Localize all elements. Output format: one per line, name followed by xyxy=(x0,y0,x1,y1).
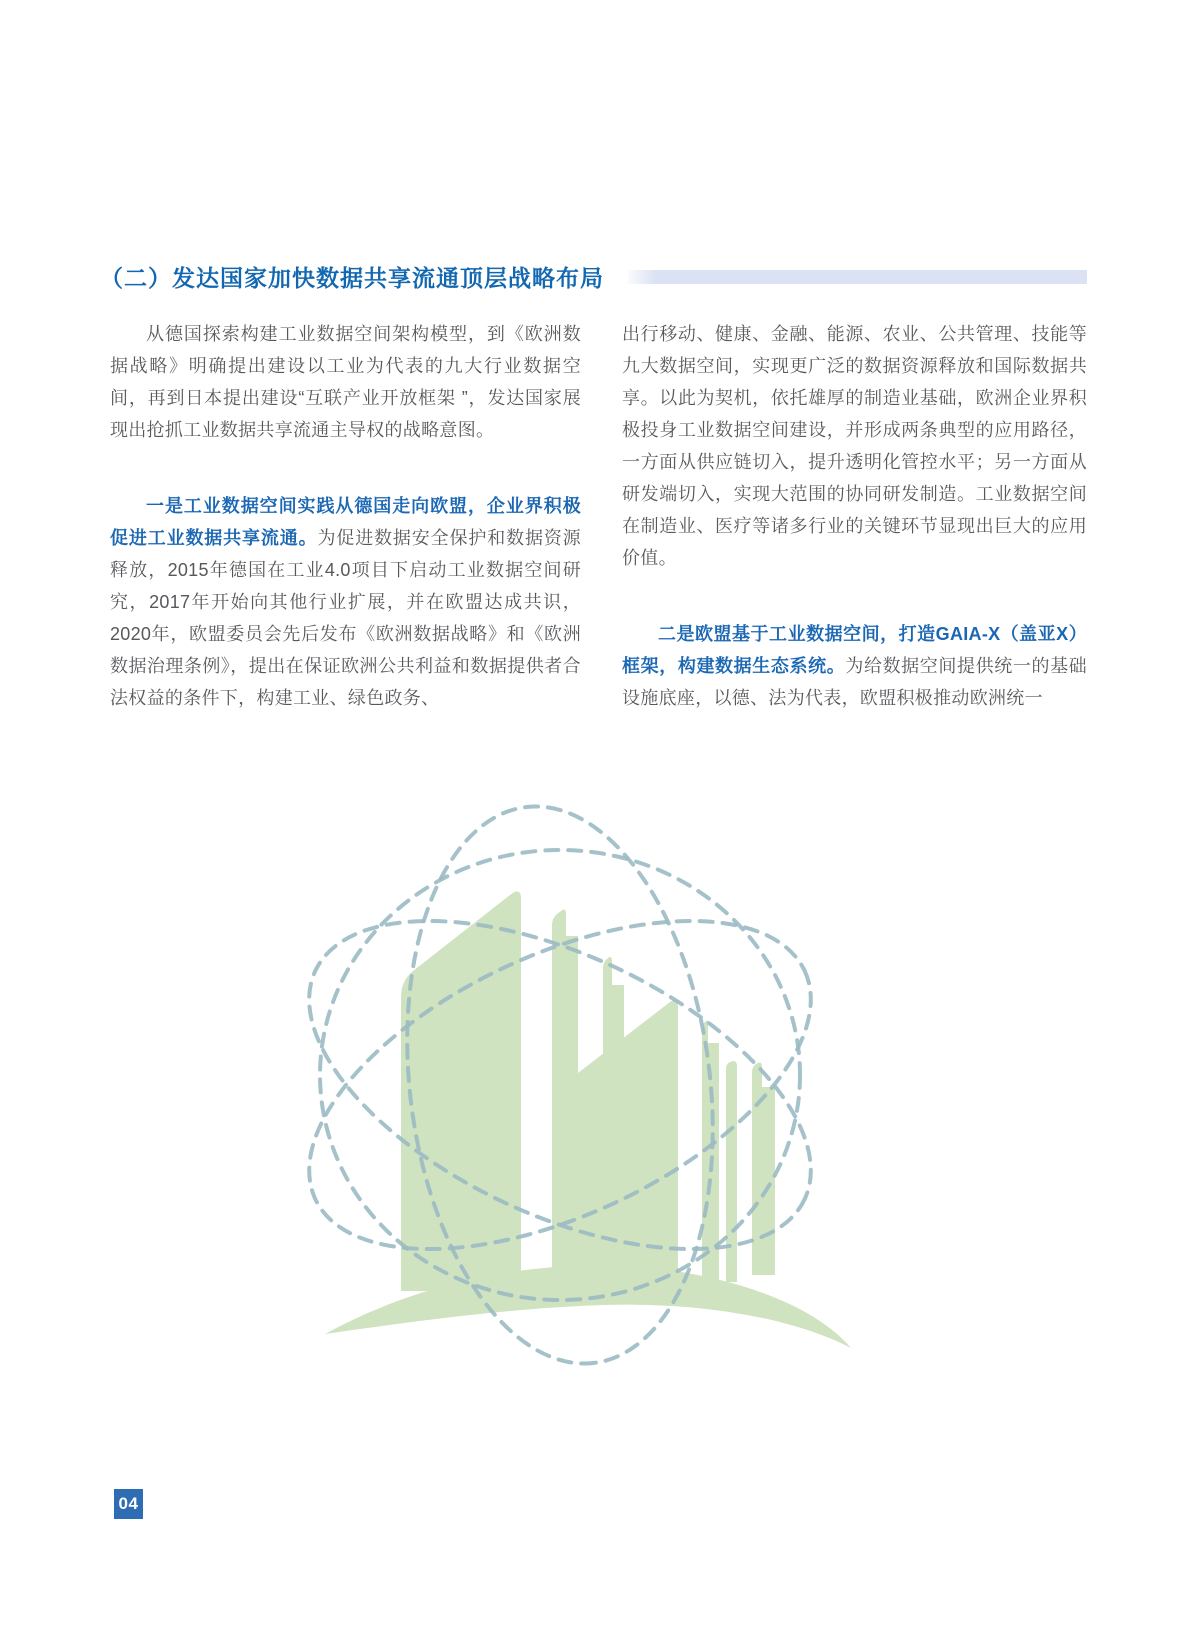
paragraph: 从德国探索构建工业数据空间架构模型，到《欧洲数据战略》明确提出建设以工业为代表的九大行业数据空间，再到日本提出建设“互联产业开放框架 ”，发达国家展现出抢抓工业数据共享流通主导权的战略意图。 xyxy=(110,324,581,440)
building-bar-2 xyxy=(726,1061,737,1282)
section-heading: （二）发达国家加快数据共享流通顶层战略布局 xyxy=(100,265,604,291)
paragraph-lead: 一是工业数据空间实践从德国走向欧盟，企业界积极促进工业数据共享流通。 xyxy=(110,496,581,548)
buildings-orbits-watermark xyxy=(275,785,855,1405)
paragraph: 一是工业数据空间实践从德国走向欧盟，企业界积极促进工业数据共享流通。为促进数据安全保护和数据资源释放，2015年德国在工业4.0项目下启动工业数据空间研究，2017年开始向其他行业扩展，并在欧盟达成共识，2020年，欧盟委员会先后发布《欧洲数据战略》和《欧洲数据治理条例》，提出在保证欧洲公共利益和数据提供者合法权益的条件下，构建工业、绿色政务、 xyxy=(110,496,581,708)
paragraph: 二是欧盟基于工业数据空间，打造GAIA-X（盖亚X）框架，构建数据生态系统。为给数据空间提供统一的基础设施底座，以德、法为代表，欧盟积极推动欧洲统一 xyxy=(622,624,1087,708)
heading-decor-bar xyxy=(628,270,1087,284)
paragraph-lead: 二是欧盟基于工业数据空间，打造GAIA-X（盖亚X）框架，构建数据生态系统。 xyxy=(622,624,1087,676)
text-column-right xyxy=(622,318,1087,714)
section-heading-row xyxy=(100,260,1090,296)
text-column-left xyxy=(110,318,581,714)
page-number-badge: 04 xyxy=(114,1489,143,1519)
building-large xyxy=(401,891,521,1291)
paragraph: 出行移动、健康、金融、能源、农业、公共管理、技能等九大数据空间，实现更广泛的数据资源释放和国际数据共享。以此为契机，依托雄厚的制造业基础，欧洲企业界积极投身工业数据空间建设，并形成两条典型的应用路径，一方面从供应链切入，提升透明化管控水平；另一方面从研发端切入，实现大范围的协同研发制造。工业数据空间在制造业、医疗等诸多行业的关键环节显现出巨大的应用价值。 xyxy=(622,324,1087,568)
